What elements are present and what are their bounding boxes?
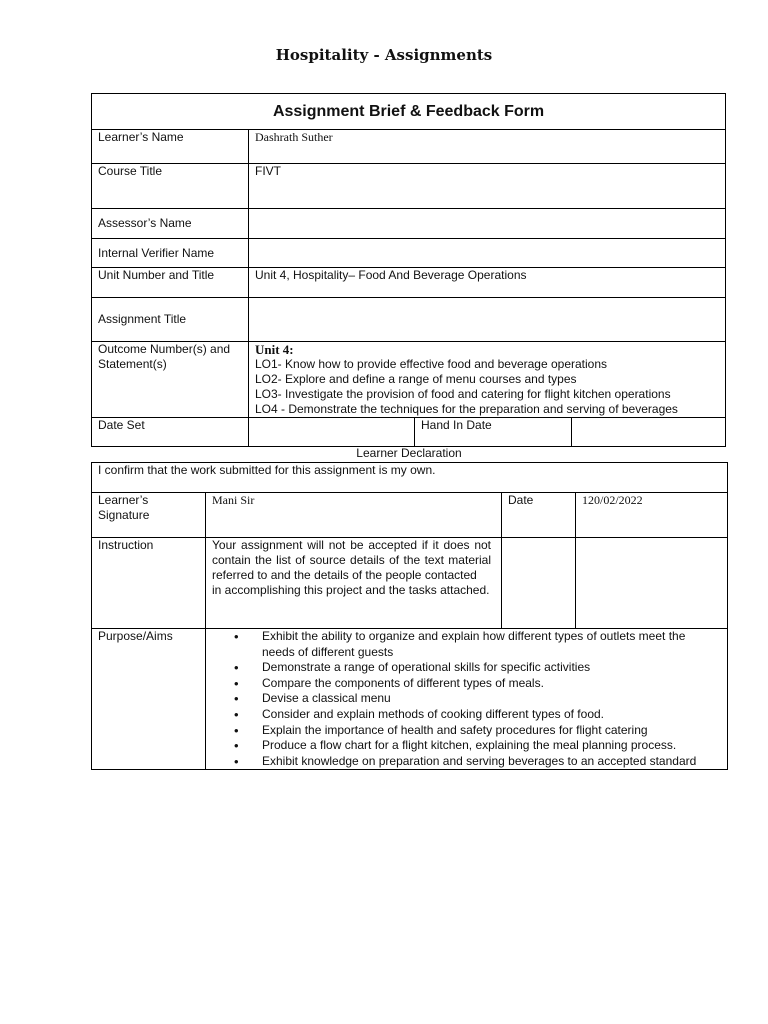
internal-verifier-label: Internal Verifier Name [92, 239, 249, 268]
instruction-empty-cell [502, 538, 576, 629]
outcomes-unit-heading: Unit 4: [255, 342, 294, 357]
outcome-item: LO2- Explore and define a range of menu courses and types [255, 372, 577, 386]
hand-in-date-label: Hand In Date [415, 418, 572, 447]
course-title-value: FIVT [249, 164, 726, 209]
instruction-label: Instruction [92, 538, 206, 629]
outcome-item: LO3- Investigate the provision of food and catering for flight kitchen operations [255, 387, 671, 401]
aim-item: • Compare the components of different types of meals. [262, 676, 721, 692]
assignment-title-label: Assignment Title [92, 298, 249, 342]
form-title: Assignment Brief & Feedback Form [92, 94, 726, 130]
aims-list [212, 629, 721, 769]
aim-item: • Exhibit the ability to organize and explain how different types of outlets meet the needs of different guests [262, 629, 721, 660]
outcomes-value [249, 342, 726, 418]
signature-value: Mani Sir [206, 493, 502, 538]
outcome-item: LO4 - Demonstrate the techniques for the preparation and serving of beverages [255, 402, 678, 416]
instruction-text [206, 538, 502, 629]
course-title-label: Course Title [92, 164, 249, 209]
hand-in-date-value [572, 418, 726, 447]
assignment-brief-table [91, 93, 726, 447]
date-label: Date [502, 493, 576, 538]
purpose-aims-cell [206, 629, 728, 770]
date-value: 120/02/2022 [576, 493, 728, 538]
assessor-name-label: Assessor’s Name [92, 209, 249, 239]
learner-name-value: Dashrath Suther [249, 130, 726, 164]
instruction-paragraph: Your assignment will not be accepted if it does not contain the list of source details of the text material referred to and the details of the people contacted [212, 538, 491, 582]
assessor-name-value [249, 209, 726, 239]
instruction-paragraph: in accomplishing this project and the tasks attached. [212, 583, 490, 597]
learner-declaration-label: Learner Declaration [356, 446, 462, 460]
aim-item: • Consider and explain methods of cooking different types of food. [262, 707, 721, 723]
date-set-value [249, 418, 415, 447]
instruction-empty-cell [576, 538, 728, 629]
assignment-title-value [249, 298, 726, 342]
page-title: Hospitality - Assignments [275, 46, 493, 64]
aim-item: • Devise a classical menu [262, 691, 721, 707]
outcome-item: LO1- Know how to provide effective food and beverage operations [255, 357, 608, 371]
signature-label: Learner’s Signature [92, 493, 206, 538]
learner-declaration-table [91, 462, 728, 770]
purpose-label: Purpose/Aims [92, 629, 206, 770]
unit-value: Unit 4, Hospitality– Food And Beverage Operations [249, 268, 726, 298]
date-set-label: Date Set [92, 418, 249, 447]
aim-item: • Explain the importance of health and safety procedures for flight catering [262, 723, 721, 739]
outcomes-label: Outcome Number(s) and Statement(s) [92, 342, 249, 418]
declaration-statement: I confirm that the work submitted for this assignment is my own. [92, 463, 728, 493]
learner-name-label: Learner’s Name [92, 130, 249, 164]
unit-label: Unit Number and Title [92, 268, 249, 298]
aim-item: • Exhibit knowledge on preparation and serving beverages to an accepted standard [262, 754, 721, 770]
aim-item: • Demonstrate a range of operational skills for specific activities [262, 660, 721, 676]
internal-verifier-value [249, 239, 726, 268]
aim-item: • Produce a flow chart for a flight kitchen, explaining the meal planning process. [262, 738, 721, 754]
